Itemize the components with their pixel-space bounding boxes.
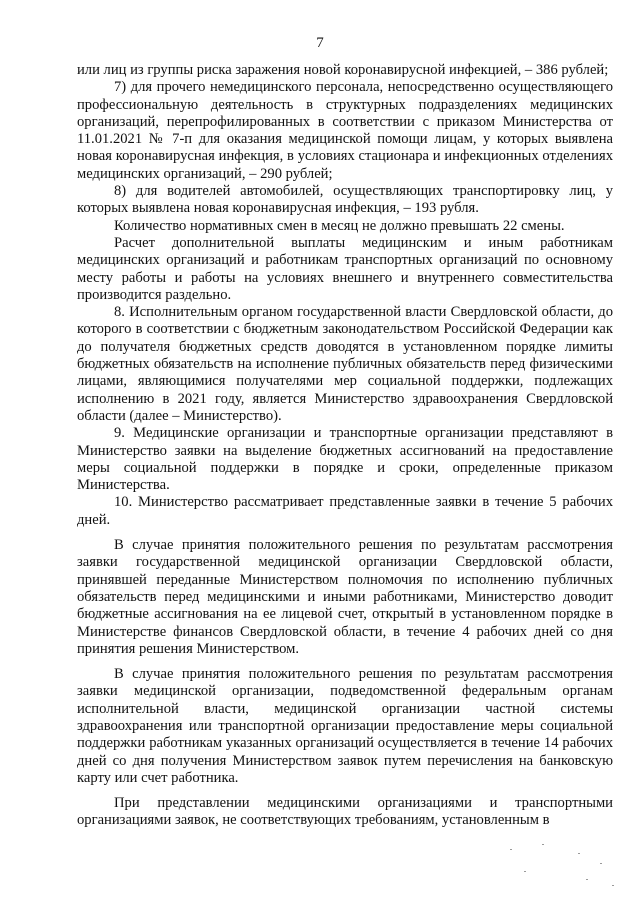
- paragraph-item-8: 8) для водителей автомобилей, осуществляющих транспортировку лиц, у которых выявлена новая коронавирусная инфекция, – 193 рубля.: [77, 183, 613, 217]
- paragraph-shift-limit: Количество нормативных смен в месяц не должно превышать 22 смены.: [114, 217, 565, 234]
- paragraph-noncompliant-requests: При представлении медицинскими организациями и транспортными организациями заявок, не соответствующих требованиям, установленным в: [77, 795, 613, 829]
- paragraph-item-7: 7) для прочего немедицинского персонала, непосредственно осуществляющего профессиональную деятельность в структурных подразделениях медицинских организаций, перепрофилированных в соответствии с приказом Министерства от 11.01.2021 № 7-п для оказания медицинской помощи лицам, у которых выявлена новая коронавирусная инфекция, в условиях стационара и инфекционных отделениях медицинских организаций, – 290 рублей;: [77, 79, 613, 182]
- paragraph-continuation: или лиц из группы риска заражения новой коронавирусной инфекцией, – 386 рублей;: [77, 62, 609, 78]
- paragraph-state-organization: В случае принятия положительного решения по результатам рассмотрения заявки государственной медицинской организации Свердловской области, принявшей переданные Министерством полномочия по исполнению публичных обязательств перед медицинскими и иными работниками, Министерство доводит бюджетные ассигнования на ее лицевой счет, открытый в установленном порядке в Министерстве финансов Свердловской области, в течение 4 рабочих дней со дня принятия решения Министерством.: [77, 537, 613, 657]
- paragraph-federal-organization: В случае принятия положительного решения по результатам рассмотрения заявки медицинской организации, подведомственной федеральным органам исполнительной власти, медицинской организации частной системы здравоохранения или транспортной организации предоставление меры социальной поддержки работникам указанных организаций осуществляется в течение 14 рабочих дней со дня получения Министерством заявок путем перечисления на банковскую карту или счет работника.: [77, 666, 613, 786]
- page-number: 7: [316, 35, 324, 51]
- document-body: [77, 62, 613, 830]
- paragraph-section-10: 10. Министерство рассматривает представленные заявки в течение 5 рабочих дней.: [77, 494, 613, 528]
- paragraph-calculation: Расчет дополнительной выплаты медицинским и иным работникам медицинских организаций и работникам транспортных организаций по основному месту работы и работы на условиях внешнего и внутреннего совместительства производится раздельно.: [77, 234, 613, 303]
- paragraph-section-8: 8. Исполнительным органом государственной власти Свердловской области, до которого в соответствии с бюджетным законодательством Российской Федерации как до получателя бюджетных средств доводятся в установленном порядке лимиты бюджетных обязательств на исполнение публичных обязательств перед физическими лицами, являющимися получателями мер социальной поддержки, подлежащих исполнению в 2021 году, является Министерство здравоохранения Свердловской области (далее – Министерство).: [77, 304, 613, 424]
- paragraph-section-9: 9. Медицинские организации и транспортные организации представляют в Министерство заявки на выделение бюджетных ассигнований на предоставление меры социальной поддержки в порядке и сроки, определенные приказом Министерства.: [77, 425, 613, 494]
- scan-noise: [490, 841, 620, 891]
